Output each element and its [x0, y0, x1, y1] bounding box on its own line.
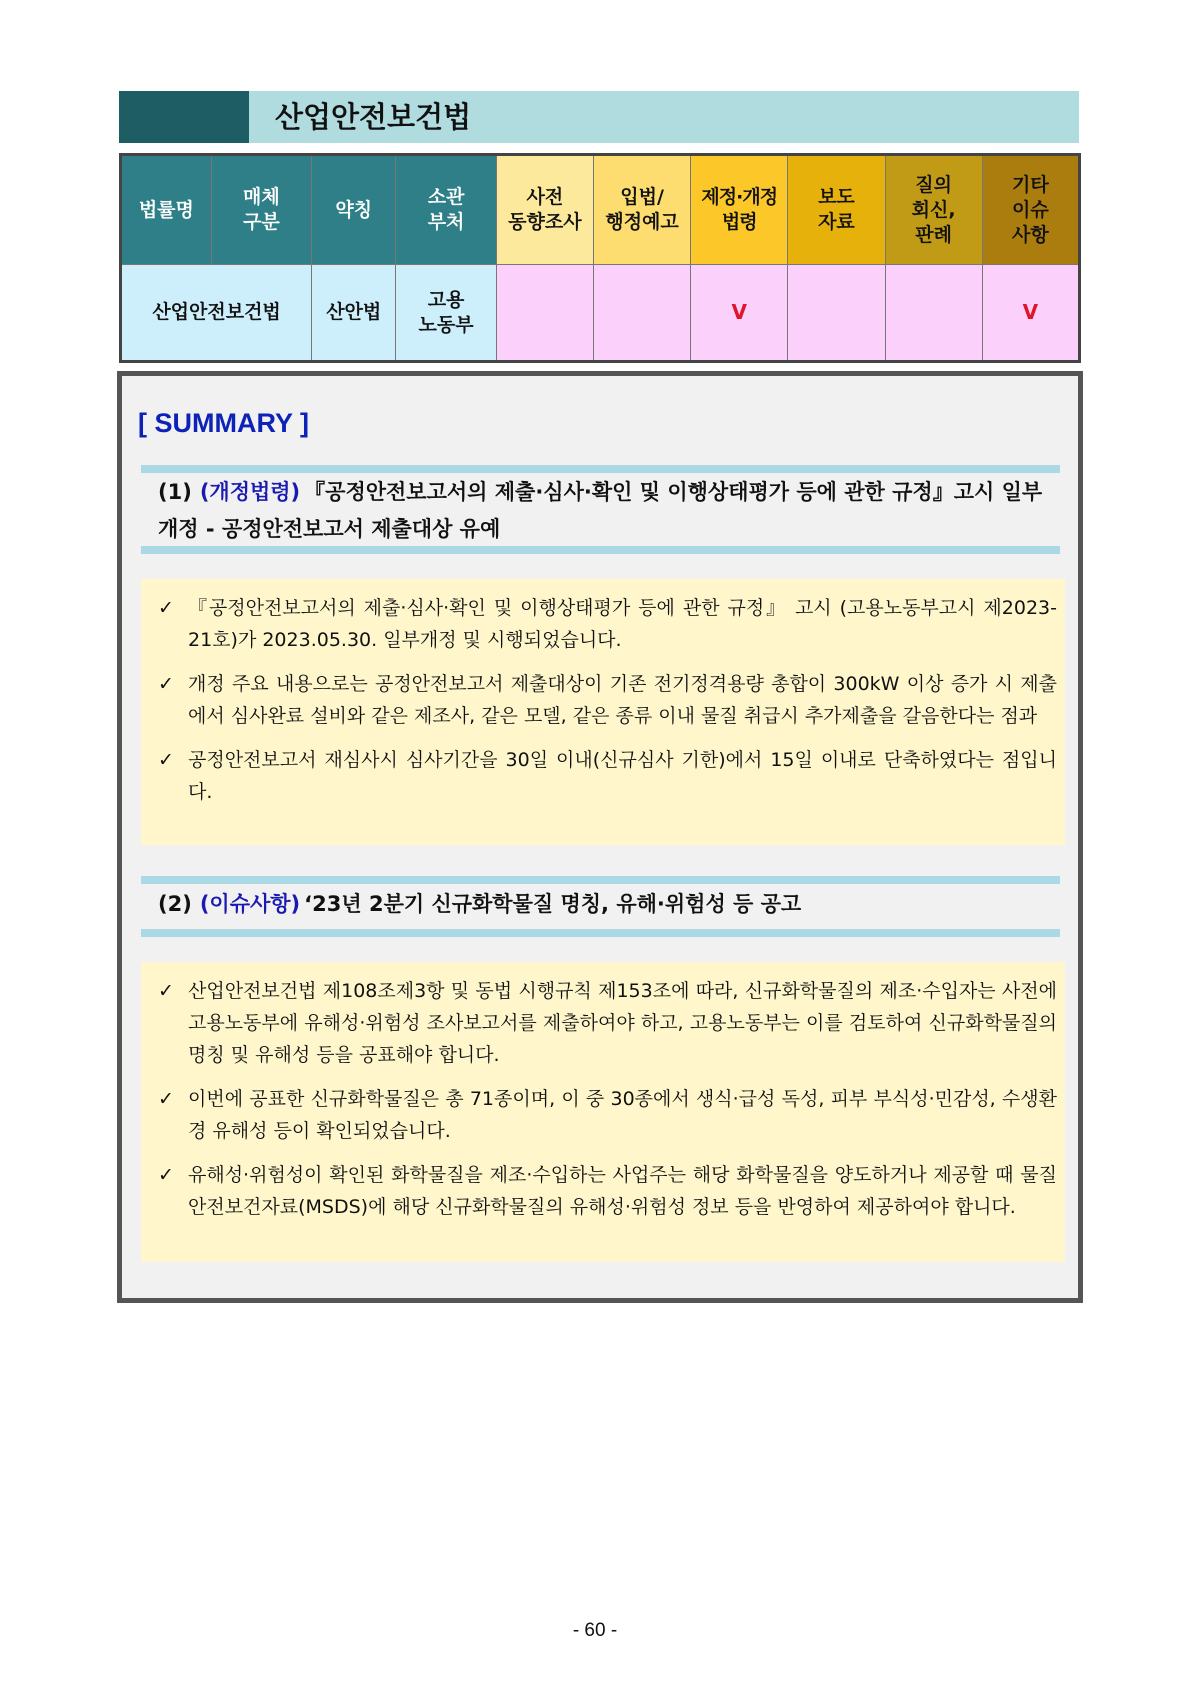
section-2-notes: [141, 962, 1065, 1262]
check-mark: V: [1022, 299, 1039, 324]
cell-law-name: 산업안전보건법: [121, 265, 312, 362]
section-1-number: (1): [158, 480, 192, 504]
section-2-tag: (이슈사항): [199, 892, 301, 916]
law-status-table: [119, 153, 1081, 363]
list-item: ✓ 『공정안전보고서의 제출·심사·확인 및 이행상태평가 등에 관한 규정』 고시 (고용노동부고시 제2023-21호)가 2023.05.30. 일부개정 및 시행되었습니다.: [141, 592, 1065, 656]
title-accent-block: [119, 91, 249, 143]
section-1-title: 『공정안전보고서의 제출·심사·확인 및 이행상태평가 등에 관한 규정』고시 일부개정 - 공정안전보고서 제출대상 유예: [158, 480, 1043, 541]
cell-other-issues: [982, 265, 1079, 362]
section-1-top-rule: [141, 465, 1060, 473]
section-1-notes: [141, 579, 1065, 845]
check-icon: ✓: [158, 1164, 174, 1186]
page-number: - 60 -: [572, 1620, 618, 1641]
cell-abbr: 산안법: [312, 265, 396, 362]
check-icon: ✓: [158, 1088, 174, 1110]
summary-box: [117, 371, 1083, 1303]
check-icon: ✓: [158, 980, 174, 1002]
check-icon: ✓: [158, 749, 174, 771]
header-ministry: 소관 부처: [396, 155, 496, 265]
section-2-title: ‘23년 2분기 신규화학물질 명칭, 유해·위험성 등 공고: [304, 892, 802, 916]
summary-heading: [ SUMMARY ]: [138, 408, 309, 438]
cell-legislative-notice: [593, 265, 690, 362]
check-icon: ✓: [158, 673, 174, 695]
header-press: 보도 자료: [788, 155, 885, 265]
header-enact-amend: 제정·개정 법령: [691, 155, 788, 265]
section-1-heading: [158, 474, 1048, 548]
header-media-type: 매체 구분: [211, 155, 311, 265]
list-item: ✓ 산업안전보건법 제108조제3항 및 동법 시행규칙 제153조에 따라, 신규화학물질의 제조·수입자는 사전에 고용노동부에 유해성·위험성 조사보고서를 제출하여야 하고, 고용노동부는 이를 검토하여 신규화학물질의 명칭 및 유해성 등을 공표해야 합니다.: [141, 975, 1065, 1071]
section-2-top-rule: [141, 876, 1060, 884]
check-mark: V: [731, 299, 747, 324]
list-item: ✓ 개정 주요 내용으로는 공정안전보고서 제출대상이 기존 전기정격용량 총합이 300kW 이상 증가 시 제출에서 심사완료 설비와 같은 제조사, 같은 모델, 같은 종류 이내 물질 취급시 추가제출을 갈음한다는 점과: [141, 668, 1065, 732]
header-law-name: 법률명: [121, 155, 212, 265]
header-qa-cases: 질의 회신, 판례: [885, 155, 982, 265]
section-1-tag: (개정법령): [199, 480, 301, 504]
cell-enact-amend: [691, 265, 788, 362]
cell-pre-survey: [496, 265, 593, 362]
section-2-bottom-rule: [141, 929, 1060, 937]
header-pre-survey: 사전 동향조사: [496, 155, 593, 265]
cell-qa-cases: [885, 265, 982, 362]
section-1-bottom-rule: [141, 546, 1060, 554]
list-item: ✓ 유해성·위험성이 확인된 화학물질을 제조·수입하는 사업주는 해당 화학물질을 양도하거나 제공할 때 물질안전보건자료(MSDS)에 해당 신규화학물질의 유해성·위험성 정보 등을 반영하여 제공하여야 합니다.: [141, 1159, 1065, 1223]
header-abbr: 약칭: [312, 155, 396, 265]
title-bar: [119, 91, 1079, 143]
section-2-heading: [158, 886, 1048, 923]
cell-press: [788, 265, 885, 362]
section-2-number: (2): [158, 892, 192, 916]
cell-ministry: 고용 노동부: [396, 265, 496, 362]
page-title: 산업안전보건법: [275, 100, 472, 134]
check-icon: ✓: [158, 597, 174, 619]
list-item: ✓ 공정안전보고서 재심사시 심사기간을 30일 이내(신규심사 기한)에서 15일 이내로 단축하였다는 점입니다.: [141, 744, 1065, 808]
header-other-issues: 기타 이슈 사항: [982, 155, 1079, 265]
list-item: ✓ 이번에 공표한 신규화학물질은 총 71종이며, 이 중 30종에서 생식·급성 독성, 피부 부식성·민감성, 수생환경 유해성 등이 확인되었습니다.: [141, 1083, 1065, 1147]
header-legislative-notice: 입법/ 행정예고: [593, 155, 690, 265]
